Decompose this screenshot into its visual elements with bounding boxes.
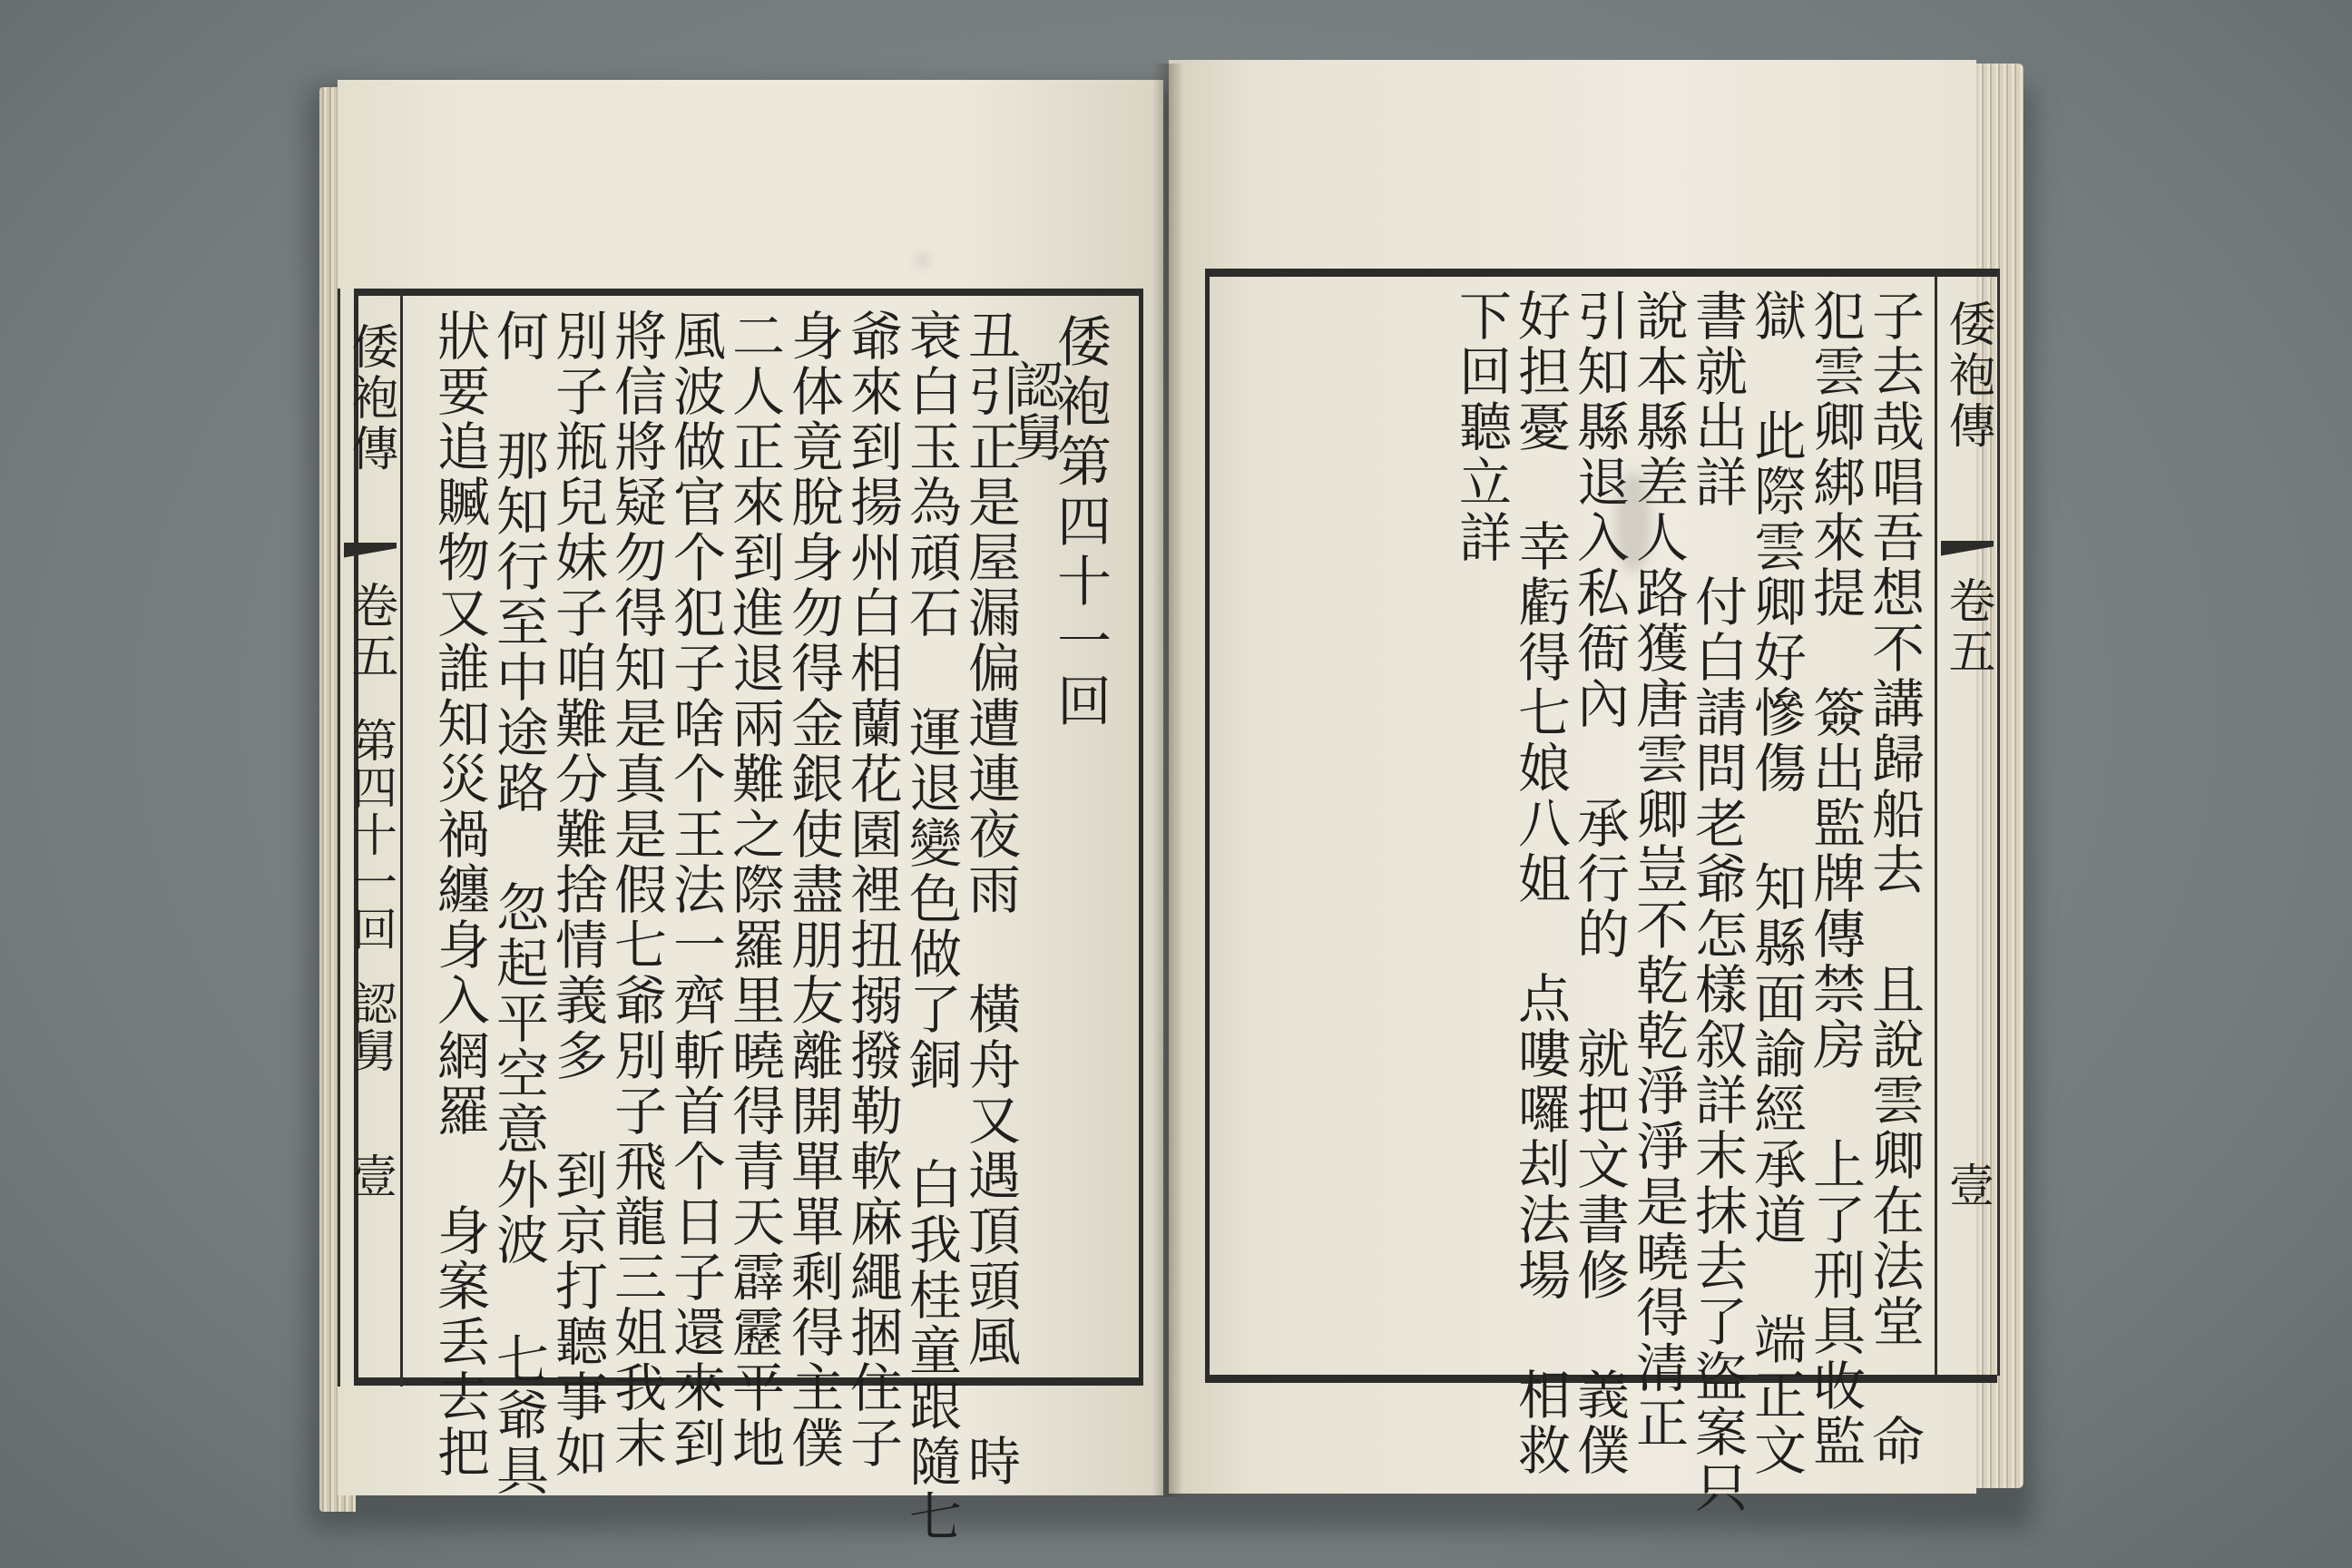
text-column: 書就出詳 付白請問老爺怎樣叙詳末抹去了盜案只: [1686, 289, 1748, 1515]
book-gutter: [1152, 64, 1183, 1497]
left-side-title: 倭袍傳: [343, 322, 397, 475]
text-column: 衰白玉為頑石 運退變色做了銅 白我桂童跟隨七: [900, 309, 962, 1544]
text-column: 犯雲卿綁來提 簽出監牌傳禁房 上了刑具收監: [1804, 289, 1866, 1469]
text-column: 身体竟脫身勿得金銀使盡朋友離開單單剩得主僕: [782, 309, 844, 1471]
text-column: 何 那知行至中途路 忽起平空意外波 七爺具: [487, 309, 549, 1498]
left-side-chapter: 第四十一回: [345, 717, 397, 953]
left-side-chapter-name: 認舅: [345, 980, 397, 1074]
fishtail-ornament: [344, 543, 397, 566]
text-column: 別子瓶兒妹子咱難分難捨情義多 到京打聽事如: [546, 309, 608, 1480]
text-column: 丑引正是屋漏偏遭連夜雨 橫舟又遇頂頭風 時: [959, 309, 1021, 1489]
paper-stain: [1615, 472, 1651, 572]
chapter-heading: 倭袍第四十一回: [1048, 313, 1112, 732]
right-side-volume: 卷五: [1940, 576, 1994, 678]
text-column: 下回聽立詳: [1450, 289, 1512, 565]
text-column: 說本縣差人路獲唐雲卿豈不乾乾淨淨是曉得清正: [1627, 289, 1689, 1451]
paper-speck: [916, 254, 929, 267]
left-side-folio: 壹: [345, 1152, 397, 1200]
text-column: 將信將疑勿得知是真是假七爺別子飛龍三姐我末: [605, 309, 667, 1471]
text-column: 爺來到揚州白相蘭花園裡扭搦撥勒軟麻繩捆住子: [841, 309, 903, 1471]
text-column: 好担憂 幸虧得七娘八姐 点嘍囉刦法場 相救: [1509, 289, 1571, 1478]
text-column: 二人正來到進退兩難之際羅里曉得青天霹靂平地: [723, 309, 785, 1471]
chapter-name: 認舅: [1005, 358, 1064, 464]
text-column: 風波做官个犯子啥个王法一齊斬首个日子還來到: [664, 309, 726, 1471]
right-side-folio: 壹: [1942, 1161, 1994, 1209]
text-column: 獄 此際雲卿好慘傷 知縣面諭經承道 端正文: [1745, 289, 1807, 1478]
text-column: 狀要追贓物又誰知災禍纏身入網羅 身案丢去把: [428, 309, 490, 1480]
fishtail-ornament: [1941, 541, 1994, 564]
right-side-title: 倭袍傳: [1940, 299, 1994, 452]
left-side-volume: 卷五: [343, 581, 397, 682]
text-column: 子去哉唱吾想不講歸船去 且說雲卿在法堂 命: [1863, 289, 1925, 1469]
text-column: 引知縣退入私衙內 承行的 就把文書修 義僕: [1568, 289, 1630, 1478]
